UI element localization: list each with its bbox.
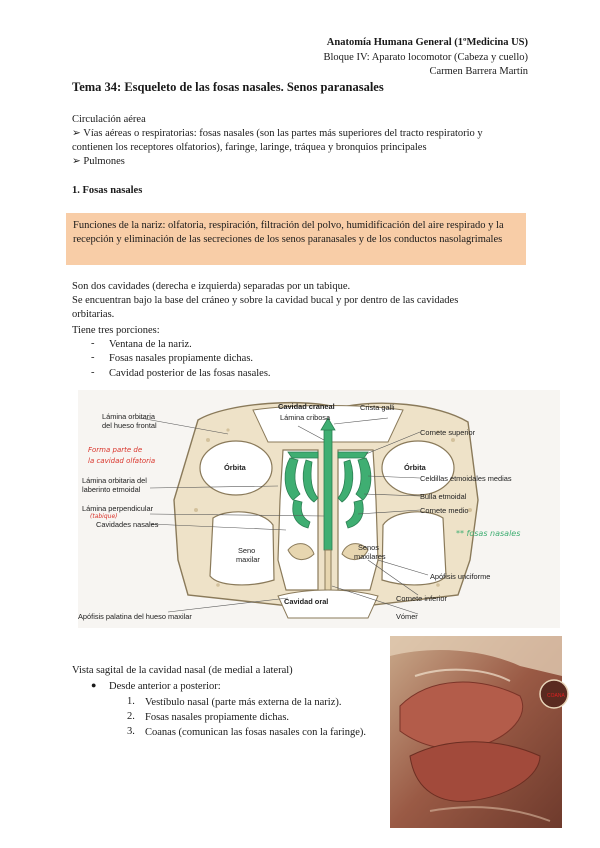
label-cavidad-craneal: Cavidad craneal (278, 402, 335, 411)
para-three-portions: Tiene tres porciones: (72, 325, 160, 336)
label-cornete-inferior: Cornete inferior (396, 594, 447, 603)
note-forma-parte: Forma parte de (88, 446, 143, 454)
sagittal-item: Fosas nasales propiamente dichas. (145, 712, 290, 723)
label-cavidades-nasales: Cavidades nasales (96, 520, 159, 529)
label-cornete-medio: Cornete medio (420, 506, 469, 515)
note-tabique: (tabique) (90, 513, 118, 520)
circulation-item1-line2: contienen los receptores olfatorios), faringe, laringe, tráquea y bronquios principales (72, 142, 427, 153)
label-orbita-left: Órbita (224, 463, 246, 472)
list-number: 3. (127, 726, 135, 737)
label-lamina-perpendicular: Lámina perpendicular (82, 504, 154, 513)
dash-bullet: - (91, 338, 95, 349)
circulation-item1-line1: ➢ Vías aéreas o respiratorias: fosas nasales (son las partes más superiores del tracto respiratorio y (72, 128, 483, 139)
functions-callout: Funciones de la nariz: olfatoria, respiración, filtración del polvo, humidificación del aire respirado y la recepción y eliminación de las secreciones de los senos paranasales y de los conductos nasolagrimales (66, 213, 526, 265)
page-title: Tema 34: Esqueleto de las fosas nasales. Senos paranasales (72, 80, 384, 94)
author: Carmen Barrera Martín (429, 66, 528, 77)
sagittal-intro: Vista sagital de la cavidad nasal (de medial a lateral) (72, 665, 293, 676)
label-lamina-orbitaria-etmoidal: Lámina orbitaria del (82, 476, 147, 485)
block-title: Bloque IV: Aparato locomotor (Cabeza y cuello) (323, 52, 528, 63)
nasal-cavity-coronal-figure (78, 390, 560, 628)
label-apofisis-unciforme: Apófisis unciforme (430, 572, 491, 581)
label-cavidad-oral: Cavidad oral (284, 597, 329, 606)
label-senos-maxilares: maxilares (354, 552, 386, 561)
label-lamina-orbitaria-frontal: del hueso frontal (102, 421, 157, 430)
label-lamina-orbitaria-frontal: Lámina orbitaria (102, 412, 155, 421)
dash-bullet: - (91, 352, 95, 363)
portion-item: Fosas nasales propiamente dichas. (109, 353, 254, 364)
para-two-cavities: Son dos cavidades (derecha e izquierda) separadas por un tabique. (72, 281, 351, 292)
label-seno-maxilar: Seno (238, 546, 256, 555)
label-lamina-orbitaria-etmoidal: laberinto etmoidal (82, 485, 141, 494)
label-celdillas: Celdillas etmoidales medias (420, 474, 512, 483)
sagittal-item: Vestíbulo nasal (parte más externa de la nariz). (145, 697, 342, 708)
label-cornete-superior: Cornete superior (420, 428, 476, 437)
list-number: 2. (127, 711, 135, 722)
label-coana: COANA (547, 693, 565, 699)
label-seno-maxilar: maxilar (236, 555, 260, 564)
para-location-line2: orbitarias. (72, 309, 115, 320)
sagittal-nasal-photo (390, 636, 565, 828)
label-orbita-right: Órbita (404, 463, 426, 472)
circulation-heading: Circulación aérea (72, 114, 146, 125)
para-location-line1: Se encuentran bajo la base del cráneo y sobre la cavidad bucal y por dentro de las cavidades (72, 295, 459, 306)
label-lamina-cribosa: Lámina cribosa (280, 413, 331, 422)
label-vomer: Vómer (396, 612, 418, 621)
sagittal-item: Coanas (comunican las fosas nasales con la faringe). (145, 727, 367, 738)
label-bulla-etmoidal: Bulla etmoidal (420, 492, 467, 501)
course-title: Anatomía Humana General (1ºMedicina US) (326, 37, 528, 48)
bullet-dot: ● (91, 680, 97, 690)
portion-item: Cavidad posterior de las fosas nasales. (109, 368, 271, 379)
label-apofisis-palatina: Apófisis palatina del hueso maxilar (78, 612, 192, 621)
portion-item: Ventana de la nariz. (109, 339, 192, 350)
note-fosas-nasales: ** fosas nasales (456, 529, 521, 538)
dash-bullet: - (91, 367, 95, 378)
list-number: 1. (127, 696, 135, 707)
sagittal-bullet: Desde anterior a posterior: (109, 681, 221, 692)
section1-heading: 1. Fosas nasales (72, 185, 143, 196)
label-senos-maxilares: Senos (358, 543, 379, 552)
label-crista-galli: Crista galli (360, 403, 395, 412)
circulation-item2: ➢ Pulmones (72, 156, 125, 167)
note-forma-parte: la cavidad olfatoria (88, 457, 156, 465)
